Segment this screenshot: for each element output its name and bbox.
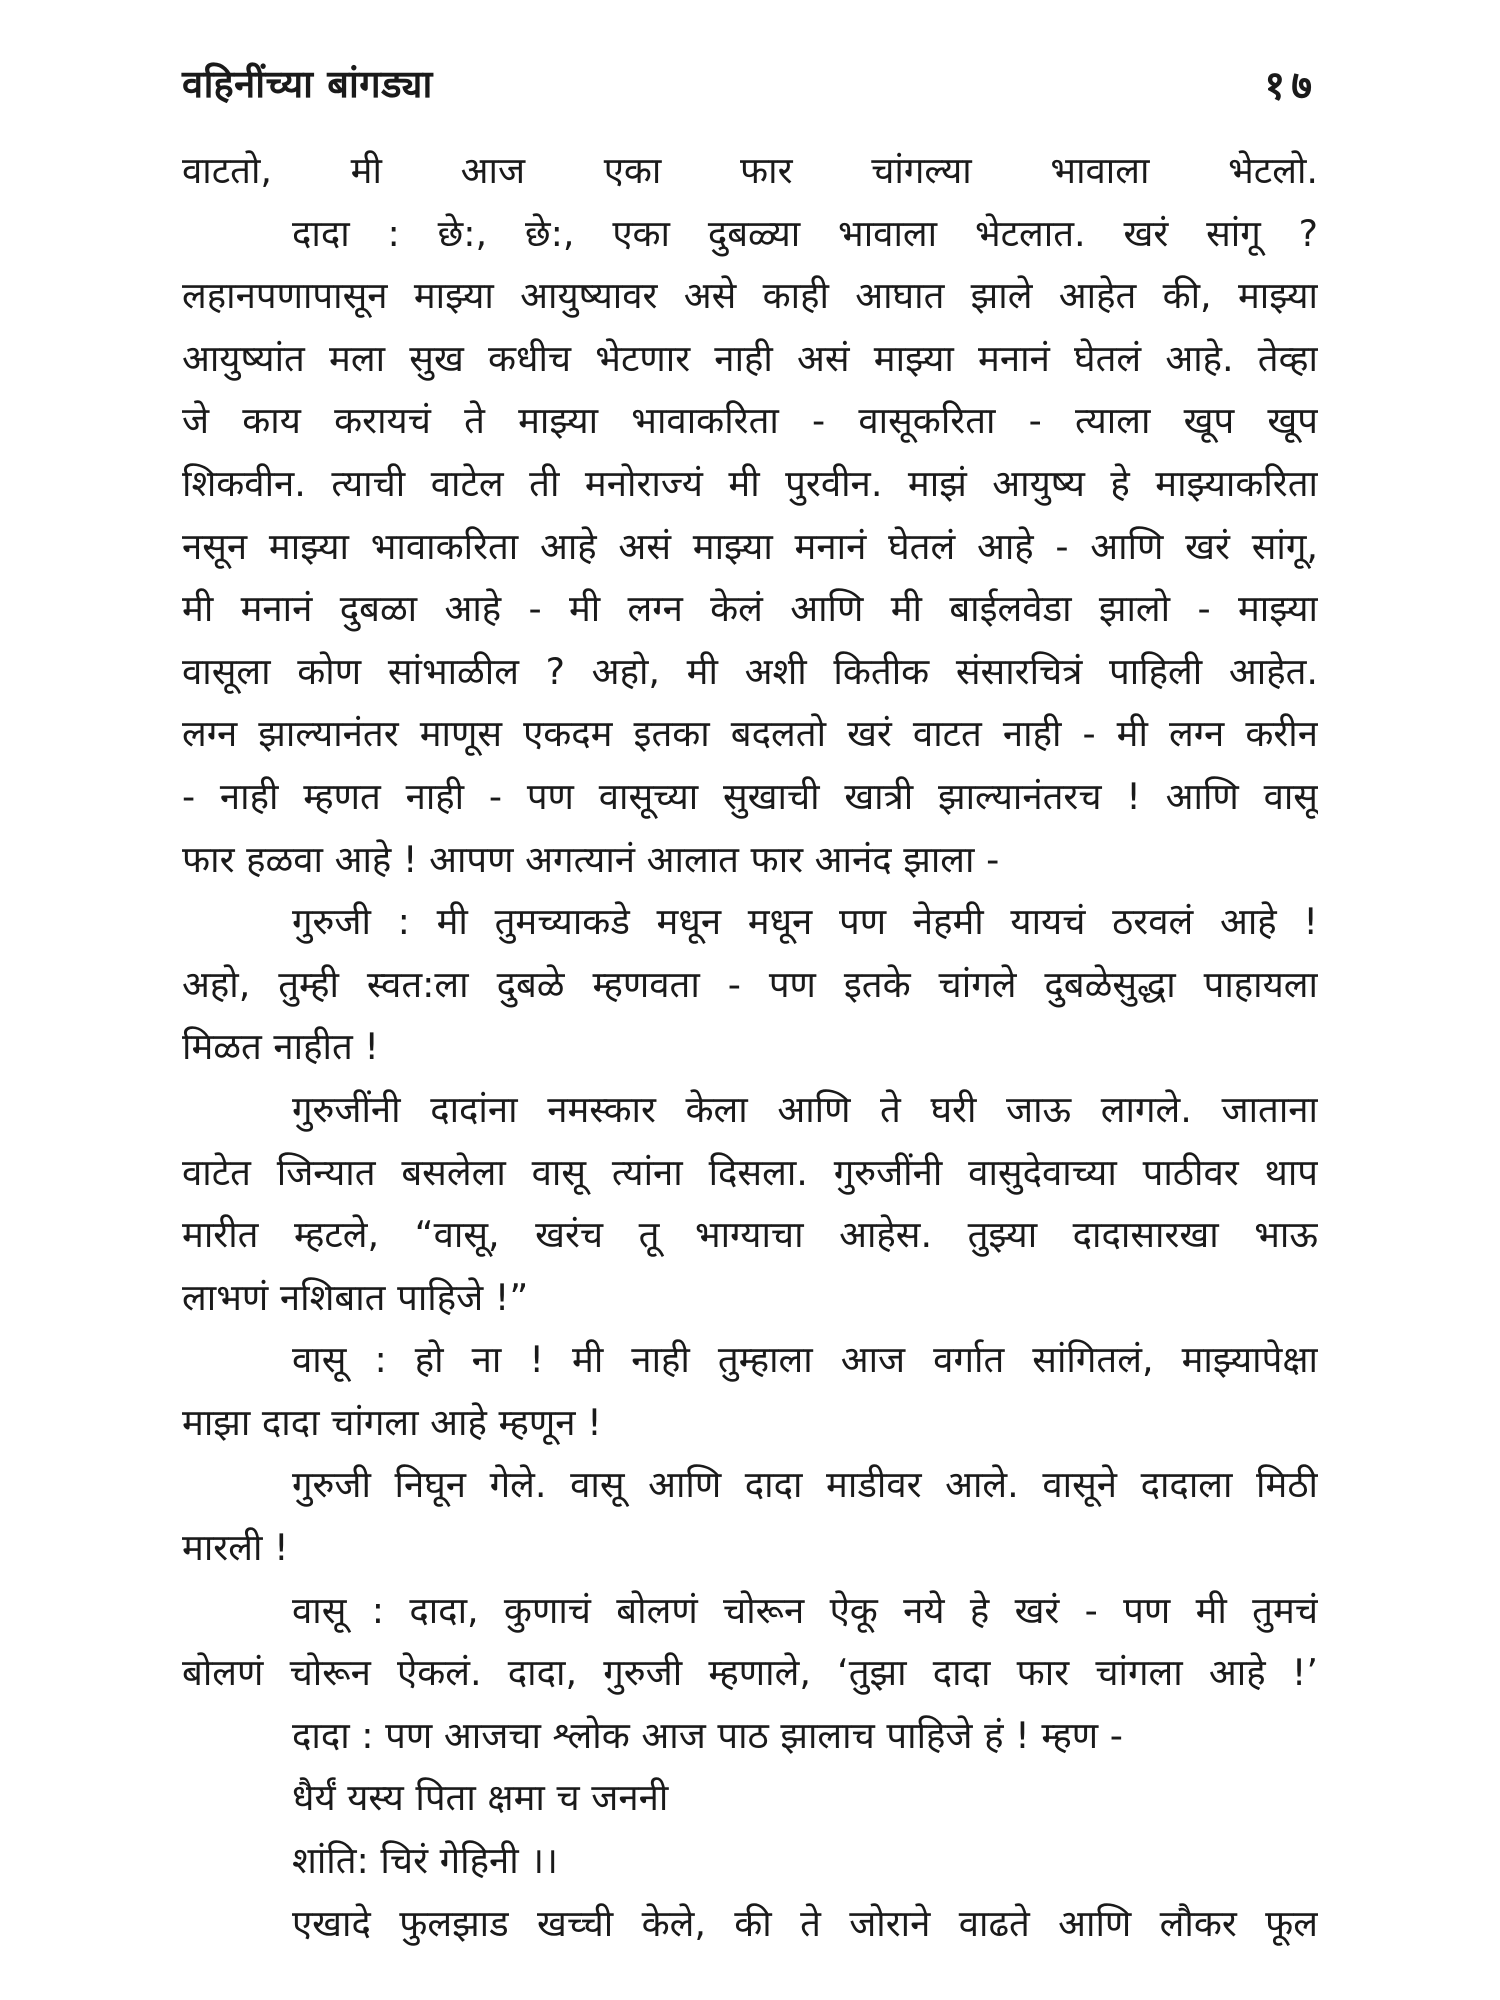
verse-line: शांति: चिरं गेहिनी ।। <box>292 1839 558 1883</box>
text-line: वाटेत जिन्यात बसलेला वासू त्यांना दिसला. गुरुजींनी वासुदेवाच्या पाठीवर थाप <box>182 1150 1318 1194</box>
text-line: दादा : पण आजचा श्लोक आज पाठ झालाच पाहिजे हं ! म्हण - <box>292 1713 1123 1757</box>
text-line: लाभणं नशिबात पाहिजे !” <box>182 1275 529 1319</box>
text-line: गुरुजी निघून गेले. वासू आणि दादा माडीवर आले. वासूने दादाला मिठी <box>292 1463 1318 1507</box>
verse-line: धैर्यं यस्य पिता क्षमा च जननी <box>292 1776 669 1820</box>
text-line: जे काय करायचं ते माझ्या भावाकरिता - वासूकरिता - त्याला खूप खूप <box>182 399 1318 443</box>
page-header <box>182 48 1318 118</box>
text-line: माझा दादा चांगला आहे म्हणून ! <box>182 1400 602 1444</box>
text-line: गुरुजी : मी तुमच्याकडे मधून मधून पण नेहमी यायचं ठरवलं आहे ! <box>292 900 1318 944</box>
text-line: नसून माझ्या भावाकरिता आहे असं माझ्या मनानं घेतलं आहे - आणि खरं सांगू, <box>182 524 1318 568</box>
text-line: गुरुजींनी दादांना नमस्कार केला आणि ते घरी जाऊ लागले. जाताना <box>292 1087 1318 1131</box>
text-line: लहानपणापासून माझ्या आयुष्यावर असे काही आघात झाले आहेत की, माझ्या <box>182 274 1318 318</box>
text-line: शिकवीन. त्याची वाटेल ती मनोराज्यं मी पुरवीन. माझं आयुष्य हे माझ्याकरिता <box>182 461 1318 505</box>
page-number: १७ <box>1264 62 1318 109</box>
body-text <box>182 140 1318 1955</box>
text-line: वासू : दादा, कुणाचं बोलणं चोरून ऐकू नये हे खरं - पण मी तुमचं <box>292 1588 1318 1632</box>
text-line: मारीत म्हटले, “वासू, खरंच तू भाग्याचा आहेस. तुझ्या दादासारखा भाऊ <box>182 1213 1318 1257</box>
text-line: लग्न झाल्यानंतर माणूस एकदम इतका बदलतो खरं वाटत नाही - मी लग्न करीन <box>182 712 1318 756</box>
text-line: बोलणं चोरून ऐकलं. दादा, गुरुजी म्हणाले, ‘तुझा दादा फार चांगला आहे !’ <box>182 1651 1318 1695</box>
running-title: वहिनींच्या बांगड्या <box>182 62 433 106</box>
text-line: फार हळवा आहे ! आपण अगत्यानं आलात फार आनंद झाला - <box>182 837 1000 881</box>
text-line: वासूला कोण सांभाळील ? अहो, मी अशी कितीक संसारचित्रं पाहिली आहेत. <box>182 649 1318 693</box>
text-line: - नाही म्हणत नाही - पण वासूच्या सुखाची खात्री झाल्यानंतरच ! आणि वासू <box>182 774 1318 818</box>
text-line: एखादे फुलझाड खच्ची केले, की ते जोराने वाढते आणि लौकर फूल <box>292 1901 1318 1945</box>
text-line: मिळत नाहीत ! <box>182 1025 380 1069</box>
text-line: आयुष्यांत मला सुख कधीच भेटणार नाही असं माझ्या मनानं घेतलं आहे. तेव्हा <box>182 336 1318 380</box>
text-line: वासू : हो ना ! मी नाही तुम्हाला आज वर्गात सांगितलं, माझ्यापेक्षा <box>292 1338 1318 1382</box>
text-line: मारली ! <box>182 1526 289 1570</box>
text-line: मी मनानं दुबळा आहे - मी लग्न केलं आणि मी बाईलवेडा झालो - माझ्या <box>182 587 1318 631</box>
text-line: अहो, तुम्ही स्वत:ला दुबळे म्हणवता - पण इतके चांगले दुबळेसुद्धा पाहायला <box>182 962 1318 1006</box>
text-line: वाटतो, मी आज एका फार चांगल्या भावाला भेटलो. <box>182 149 1318 192</box>
text-line: दादा : छे:, छे:, एका दुबळ्या भावाला भेटलात. खरं सांगू ? <box>292 211 1318 255</box>
